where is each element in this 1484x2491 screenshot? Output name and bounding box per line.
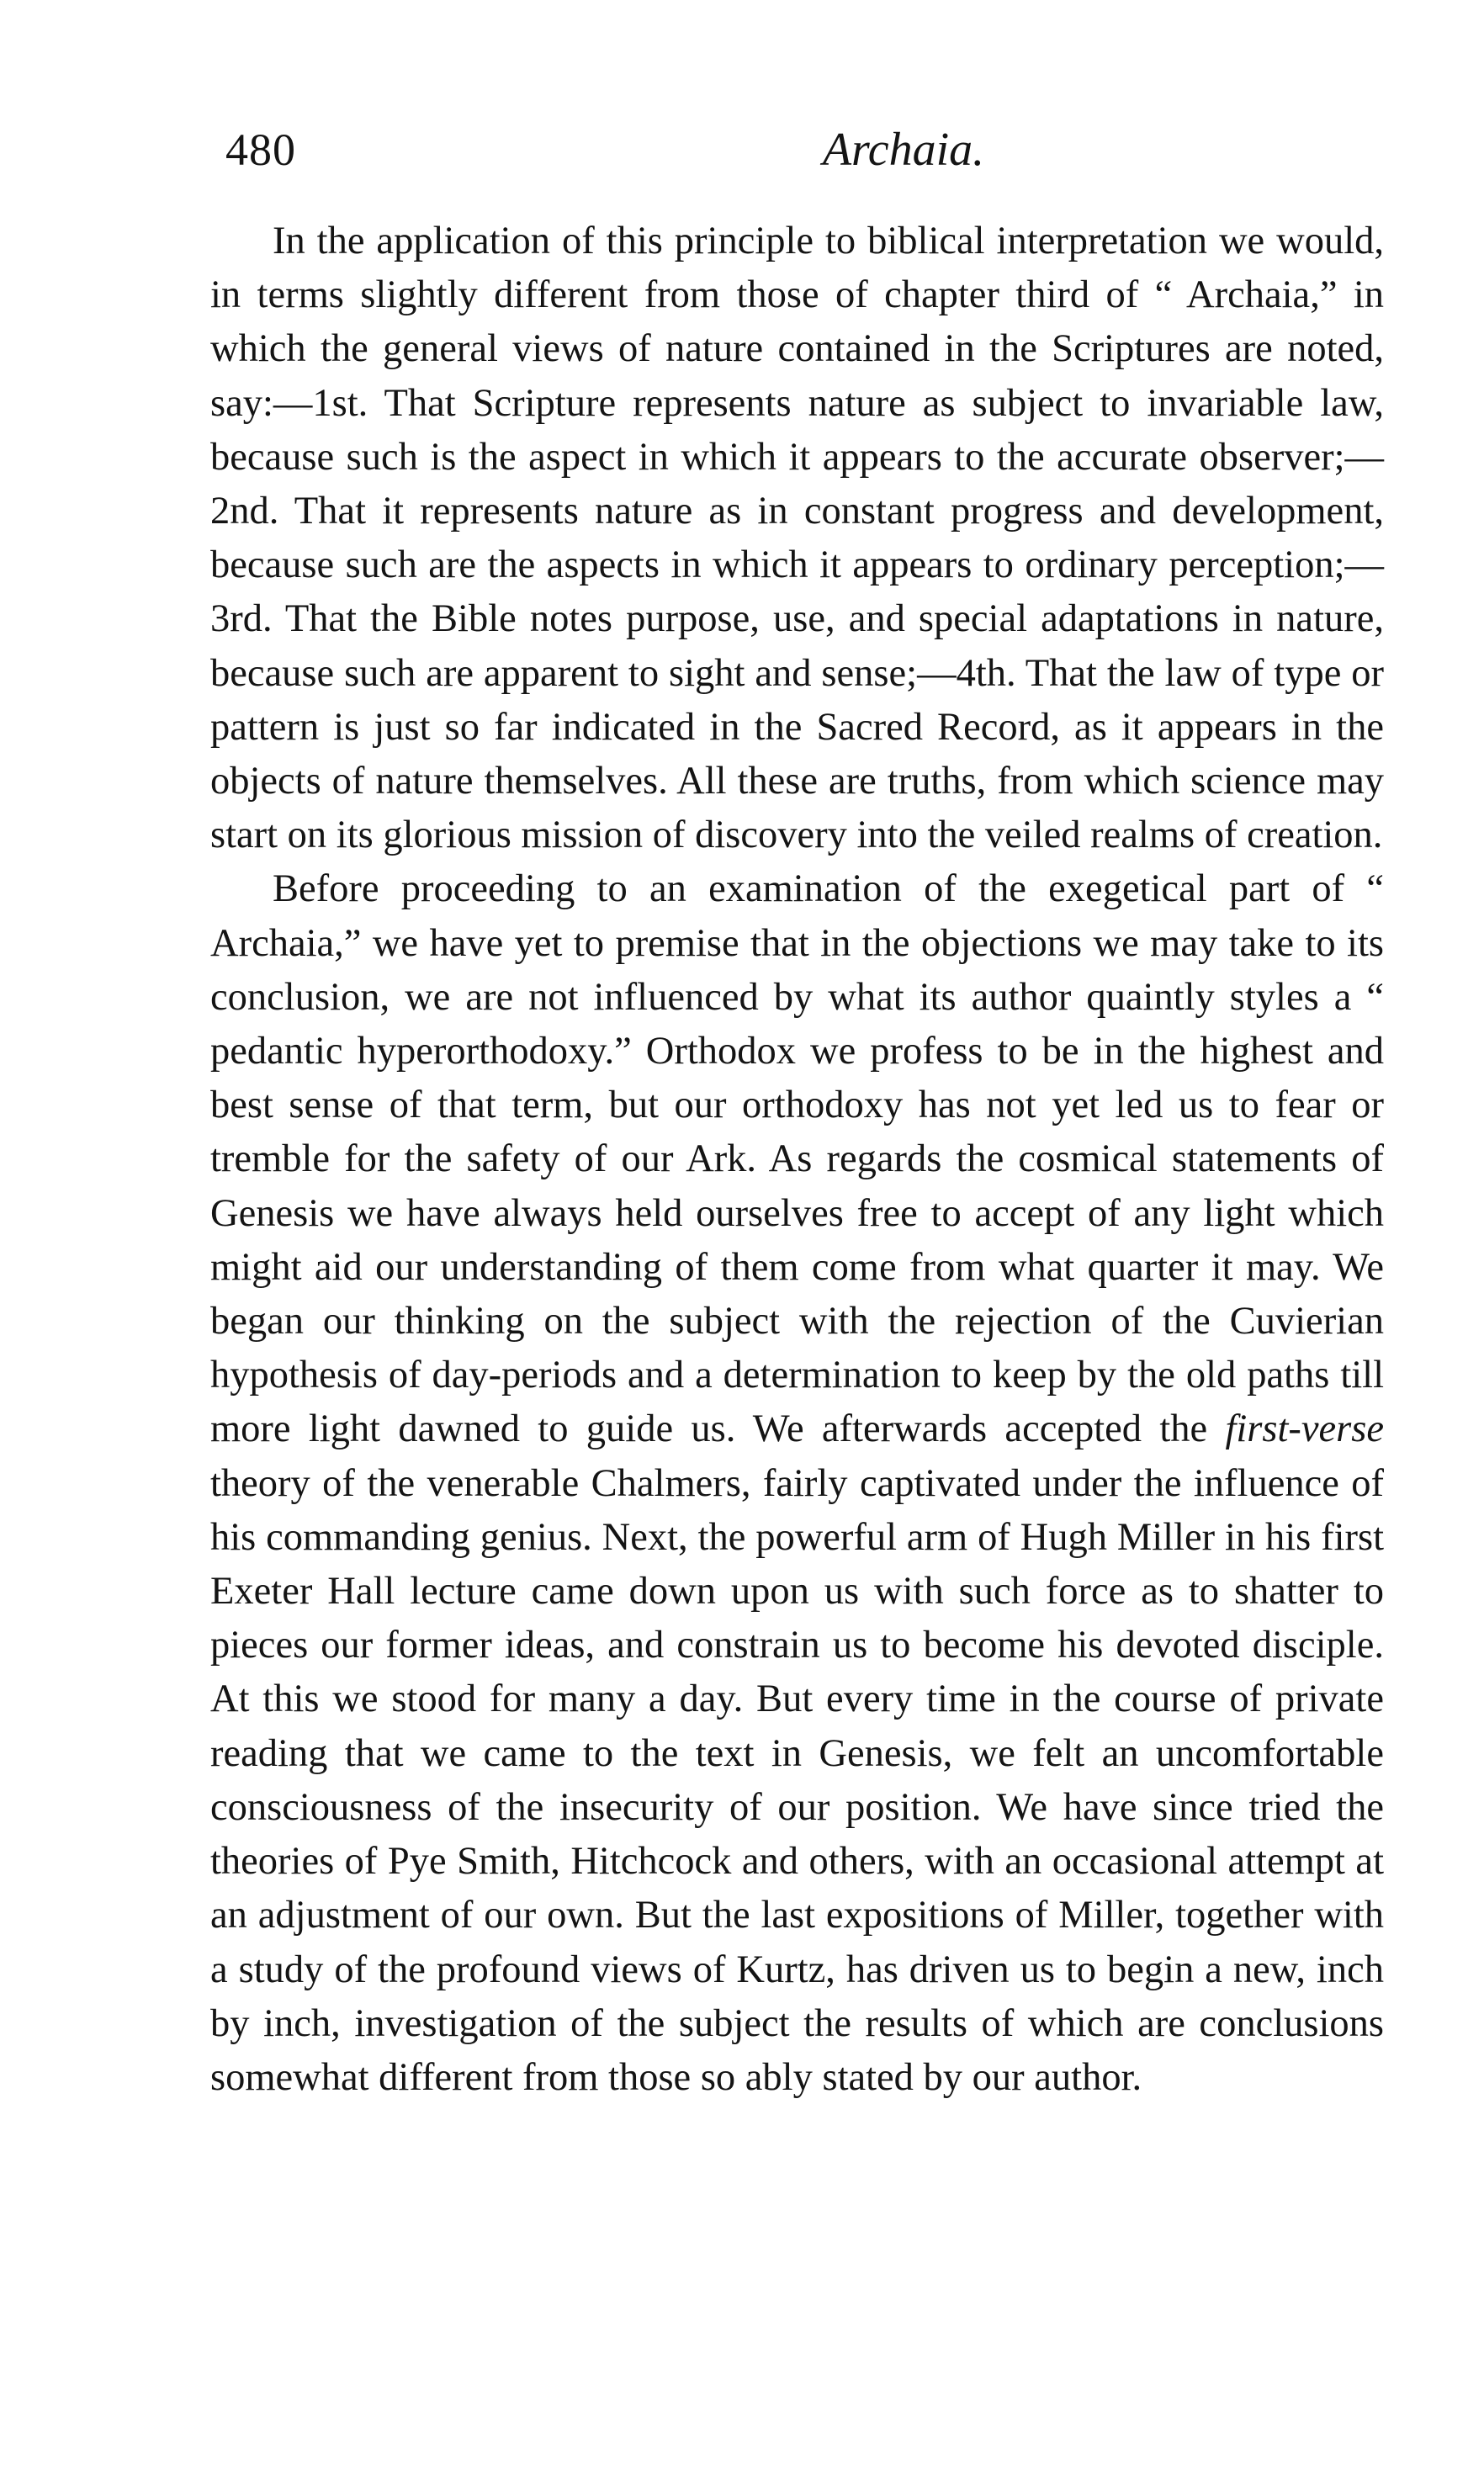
page-number: 480 [225, 125, 296, 175]
paragraph-exegetical-part [210, 862, 1384, 2105]
paragraph-text: theory of the venerable Chalmers, fairly captivated under the influence of his commanding genius. Next, the powerful arm of Hugh Miller in his first Exeter Hall lecture came down upon us with such force as to shatter to pieces our former ideas, and constrain us to become his devoted disciple. At this we stood for many a day. But every time in the course of private reading that we came to the text in Genesis, we felt an uncomfortable consciousness of the insecurity of our position. We have since tried the theories of Pye Smith, Hitchcock and others, with an occasional attempt at an adjustment of our own. But the last expositions of Miller, together with a study of the profound views of Kurtz, has driven us to begin a new, inch by inch, investigation of the subject the results of which are conclusions somewhat different from those so ably stated by our author. [210, 1461, 1384, 2099]
paragraph-text: Before proceeding to an examination of the exegetical part of “ Archaia,” we have yet to premise that in the objections we may take to its conclusion, we are not influenced by what its author quaintly styles a “ pedantic hyperorthodoxy.” Orthodox we profess to be in the highest and best sense of that term, but our orthodoxy has not yet led us to fear or tremble for the safety of our Ark. As regards the cosmical statements of Genesis we have always held ourselves free to accept of any light which might aid our understanding of them come from what quarter it may. We began our thinking on the subject with the rejection of the Cuvierian hypothesis of day-periods and a determination to keep by the old paths till more light dawned to guide us. We afterwards accepted the [210, 867, 1384, 1451]
italic-phrase: first-verse [1225, 1407, 1384, 1451]
body-text [210, 215, 1384, 2105]
paragraph-principle-application [210, 215, 1384, 862]
running-title: Archaia. [822, 124, 985, 176]
paragraph-text: In the application of this principle to biblical interpretation we would, in terms slightly different from those of chapter third of “ Archaia,” in which the general views of nature contained in the Scriptures are noted, say:—1st. That Scripture represents nature as subject to invariable law, because such is the aspect in which it appears to the accurate observer;—2nd. That it represents nature as in constant progress and development, because such are the aspects in which it appears to ordinary perception;— 3rd. That the Bible notes purpose, use, and special adaptations in nature, because such are apparent to sight and sense;—4th. That the law of type or pattern is just so far indicated in the Sacred Record, as it appears in the objects of nature themselves. All these are truths, from which science may start on its glorious mission of discovery into the veiled realms of creation. [210, 220, 1384, 857]
running-head [225, 116, 1380, 183]
